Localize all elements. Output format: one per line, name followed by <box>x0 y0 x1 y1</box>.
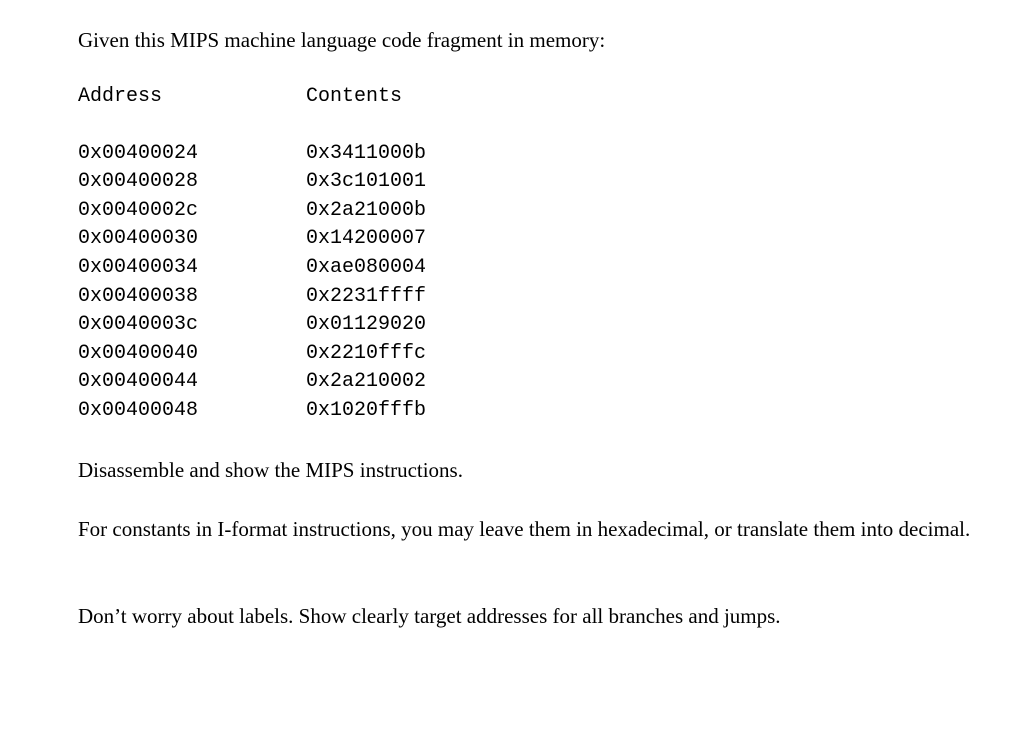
address-cell: 0x00400044 <box>78 370 199 394</box>
table-row <box>78 340 606 369</box>
contents-cell: 0x3411000b <box>306 141 427 165</box>
table-row <box>78 311 606 340</box>
table-row <box>78 197 606 226</box>
address-cell: 0x00400028 <box>78 170 199 194</box>
table-row <box>78 168 606 197</box>
address-column-header: Address <box>78 85 163 108</box>
disassemble-instruction-text: Disassemble and show the MIPS instructions. <box>78 458 463 482</box>
contents-cell: 0x14200007 <box>306 227 427 251</box>
table-row <box>78 368 606 397</box>
intro-text: Given this MIPS machine language code fragment in memory: <box>78 28 606 52</box>
table-row <box>78 254 606 283</box>
address-cell: 0x00400048 <box>78 398 199 422</box>
table-row <box>78 225 606 254</box>
address-cell: 0x00400034 <box>78 255 199 279</box>
address-cell: 0x0040002c <box>78 198 199 222</box>
table-row <box>78 283 606 312</box>
address-cell: 0x00400030 <box>78 227 199 251</box>
contents-cell: 0x3c101001 <box>306 170 427 194</box>
contents-cell: 0x01129020 <box>306 313 427 337</box>
address-cell: 0x00400038 <box>78 284 199 308</box>
contents-column-header: Contents <box>306 85 403 108</box>
contents-cell: 0x2210fffc <box>306 341 427 365</box>
address-cell: 0x00400024 <box>78 141 199 165</box>
contents-cell: 0x1020fffb <box>306 398 427 422</box>
address-cell: 0x00400040 <box>78 341 199 365</box>
memory-table <box>78 83 606 426</box>
table-header-row <box>78 83 606 112</box>
contents-cell: 0x2a21000b <box>306 198 427 222</box>
labels-instruction-text: Don’t worry about labels. Show clearly target addresses for all branches and jumps. <box>78 604 781 628</box>
table-row <box>78 397 606 426</box>
contents-cell: 0x2a210002 <box>306 370 427 394</box>
constants-instruction-text: For constants in I-format instructions, you may leave them in hexadecimal, or translate them into decimal. <box>78 517 971 541</box>
table-row <box>78 140 606 169</box>
contents-cell: 0xae080004 <box>306 255 427 279</box>
address-cell: 0x0040003c <box>78 313 199 337</box>
contents-cell: 0x2231ffff <box>306 284 427 308</box>
